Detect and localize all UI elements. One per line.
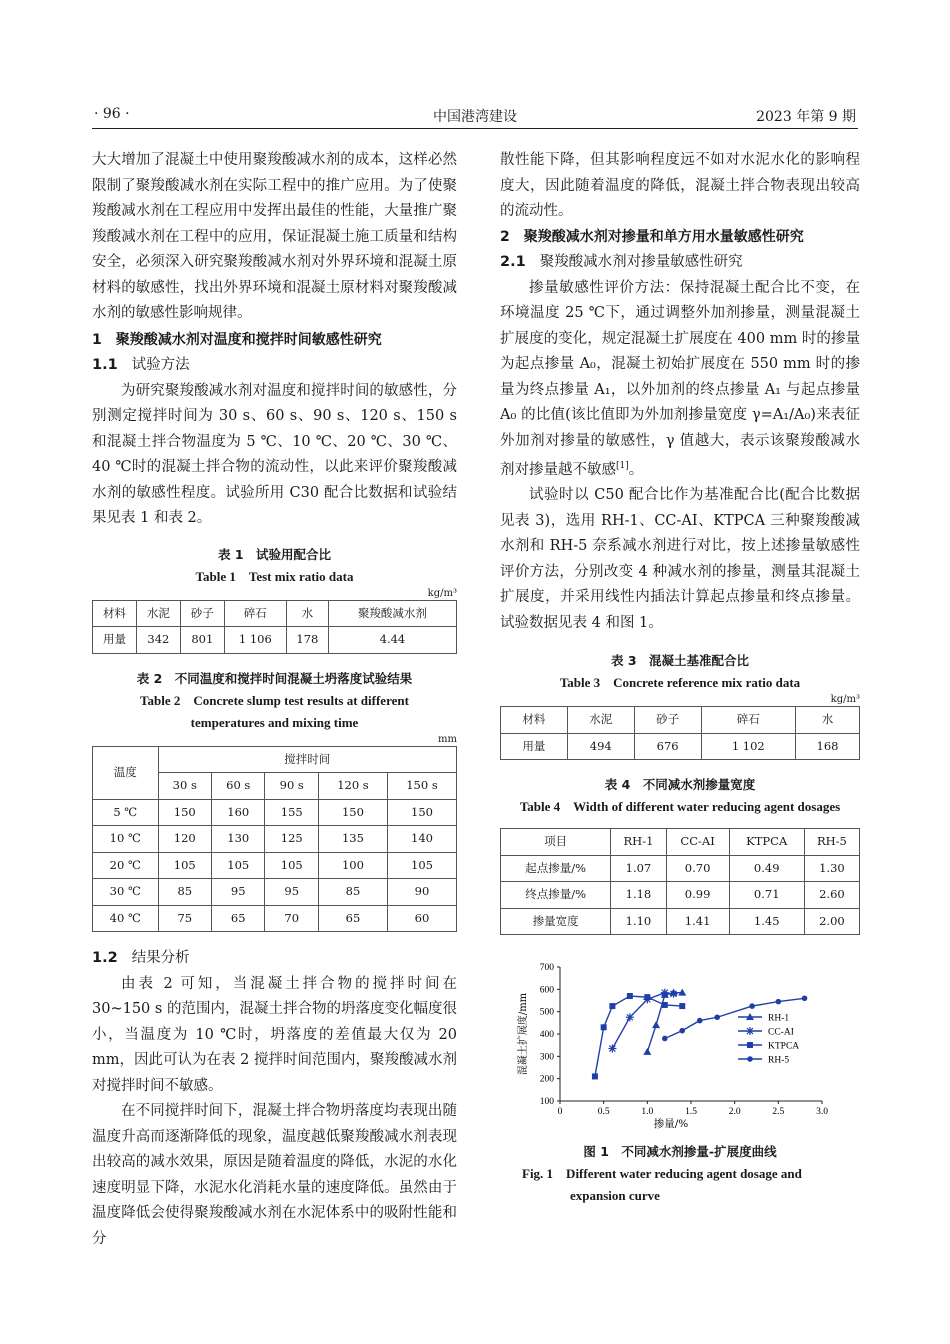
section-title: 结果分析: [131, 950, 190, 966]
table-cell: 1 102: [701, 733, 796, 760]
table-header-row: [501, 829, 860, 856]
table-cell: 120: [158, 826, 211, 853]
data-point: [608, 1045, 616, 1053]
table-cell: 用量: [501, 733, 568, 760]
table-1-block: [92, 544, 457, 654]
table-row: [93, 905, 457, 932]
table-caption-en: Table 4 Width of different water reducing agent dosages: [519, 799, 841, 815]
section-title: 聚羧酸减水剂对掺量敏感性研究: [539, 254, 743, 270]
table-cell: 60 s: [212, 773, 265, 800]
table-2: [92, 746, 457, 933]
table-cell: 掺量宽度: [501, 908, 611, 935]
table-cell: 碎石: [224, 600, 286, 627]
table-cell: 温度: [93, 746, 159, 799]
legend-label: RH-5: [768, 1055, 790, 1066]
table-header-row: [501, 707, 860, 734]
table-cell: 起点掺量/%: [501, 855, 611, 882]
section-heading-1-1: [92, 353, 457, 379]
x-tick-label: 3.0: [816, 1107, 828, 1118]
table-cell: 105: [158, 852, 211, 879]
table-cell: 90: [387, 879, 456, 906]
page-number: · 96 ·: [94, 106, 130, 122]
data-point: [609, 1003, 615, 1009]
section-heading-2: [500, 225, 860, 251]
table-cell: 100: [318, 852, 387, 879]
right-column: [500, 148, 860, 1207]
y-tick-label: 500: [539, 1007, 554, 1018]
table-cell: 30 ℃: [93, 879, 159, 906]
section-number: 1.2: [92, 950, 118, 966]
table-cell: 水泥: [567, 707, 634, 734]
section-heading-1: [92, 328, 457, 354]
data-point: [662, 1036, 668, 1042]
table-cell: 85: [318, 879, 387, 906]
table-cell: 0.99: [666, 882, 729, 909]
x-tick-label: 1.5: [685, 1107, 697, 1118]
table-row: [501, 882, 860, 909]
table-cell: 20 ℃: [93, 852, 159, 879]
table-cell: 终点掺量/%: [501, 882, 611, 909]
figure-1: [500, 949, 860, 1207]
table-cell: 135: [318, 826, 387, 853]
table-cell: 130: [212, 826, 265, 853]
paragraph-text: 。: [628, 461, 644, 478]
y-axis-label: 混凝土扩展度/mm: [518, 993, 529, 1076]
table-cell: 160: [212, 799, 265, 826]
legend-marker: [747, 1057, 753, 1063]
paragraph: 由表 2 可知，当混凝土拌合物的搅拌时间在 30~150 s 的范围内，混凝土拌合物的坍落度变化幅度很小，当温度为 10 ℃时，坍落度的差值最大仅为 20 mm，因此可认为在表 2 搅拌时间范围内，聚羧酸减水剂对搅拌时间不敏感。: [92, 975, 457, 1094]
table-cell: 碎石: [701, 707, 796, 734]
section-title: 试验方法: [131, 357, 190, 373]
legend-item: [738, 1042, 799, 1052]
table-unit: kg/m³: [427, 587, 457, 599]
table-unit: mm: [438, 733, 457, 745]
table-cell: 水: [796, 707, 860, 734]
legend-item: [738, 1027, 794, 1038]
table-cell: 1.07: [611, 855, 666, 882]
table-caption-en: Table 3 Concrete reference mix ratio data: [559, 675, 801, 691]
table-cell: 120 s: [318, 773, 387, 800]
left-column: [92, 148, 457, 1252]
legend-item: [738, 1013, 789, 1024]
table-cell: 1 106: [224, 627, 286, 654]
table-cell: 95: [265, 879, 318, 906]
table-caption-cn: 表 1 试验用配合比: [217, 546, 332, 562]
figure-caption-en: Fig. 1 Different water reducing agent dosage and: [522, 1165, 802, 1181]
table-cell: 60: [387, 905, 456, 932]
table-cell: 1.30: [804, 855, 859, 882]
x-axis-label: 掺量/%: [653, 1118, 689, 1130]
journal-title: 中国港湾建设: [433, 109, 517, 125]
paragraph: 在不同搅拌时间下，混凝土拌合物坍落度均表现出随温度升高而逐渐降低的现象，温度越低聚羧酸减水剂表现出较高的减水效果，原因是随着温度的降低，水泥的水化速度明显下降，水泥水化消耗水量的速度降低。虽然由于温度降低会使得聚羧酸减水剂在水泥体系中的吸附性能和分: [92, 1103, 457, 1247]
table-cell: 105: [265, 852, 318, 879]
y-tick-label: 200: [539, 1074, 554, 1085]
table-cell: 105: [212, 852, 265, 879]
table-cell: 90 s: [265, 773, 318, 800]
table-cell: 150 s: [387, 773, 456, 800]
table-cell: RH-5: [804, 829, 859, 856]
data-point: [627, 993, 633, 999]
table-caption-en: temperatures and mixing time: [190, 714, 359, 730]
table-cell: 材料: [501, 707, 568, 734]
table-cell: 1.45: [729, 908, 804, 935]
data-point: [661, 989, 669, 997]
table-caption-cn: 表 4 不同减水剂掺量宽度: [604, 777, 756, 793]
table-cell: 用量: [93, 627, 137, 654]
y-tick-label: 600: [539, 985, 554, 996]
table-4-block: [500, 774, 860, 935]
table-cell: 150: [387, 799, 456, 826]
table-row: [93, 879, 457, 906]
table-cell: 项目: [501, 829, 611, 856]
data-point: [697, 1018, 703, 1024]
table-cell: CC-AI: [666, 829, 729, 856]
table-cell: KTPCA: [729, 829, 804, 856]
table-unit: kg/m³: [830, 694, 860, 706]
table-cell: 70: [265, 905, 318, 932]
section-number: 2.1: [500, 254, 526, 270]
table-2-block: [92, 668, 457, 933]
table-caption-cn: 表 3 混凝土基准配合比: [610, 653, 750, 669]
section-number: 2: [500, 228, 510, 245]
legend-label: KTPCA: [768, 1041, 800, 1052]
table-cell: 2.00: [804, 908, 859, 935]
table-cell: 342: [136, 627, 180, 654]
paragraph: 为研究聚羧酸减水剂对温度和搅拌时间的敏感性，分别测定搅拌时间为 30 s、60 s、90 s、120 s、150 s 和混凝土拌合物温度为 5 ℃、10 ℃、20 ℃、30 ℃、40 ℃时的混凝土拌合物的流动性，以此来评价聚羧酸减水剂的敏感性程度。试验所用 C30 配合比数据和试验结果见表 1 和表 2。: [92, 382, 457, 526]
table-cell: RH-1: [611, 829, 666, 856]
table-cell: 494: [567, 733, 634, 760]
table-cell: 0.70: [666, 855, 729, 882]
table-cell: 水泥: [136, 600, 180, 627]
data-point: [679, 1028, 685, 1034]
paragraph: 大大增加了混凝土中使用聚羧酸减水剂的成本，这样必然限制了聚羧酸减水剂在实际工程中的推广应用。为了使聚羧酸减水剂在工程应用中发挥出最佳的性能，大量推广聚羧酸减水剂在工程中的应用，保证混凝土施工质量和结构安全，必须深入研究聚羧酸减水剂对外界环境和混凝土原材料的敏感性，找出外界环境和混凝土原材料对聚羧酸减水剂的敏感性影响规律。: [92, 152, 457, 321]
data-point: [662, 1002, 668, 1008]
table-cell: 178: [286, 627, 328, 654]
table-cell: 40 ℃: [93, 905, 159, 932]
table-row: [93, 627, 457, 654]
table-row: [501, 855, 860, 882]
table-cell: 105: [387, 852, 456, 879]
table-cell: 搅拌时间: [158, 746, 456, 773]
section-title: 聚羧酸减水剂对掺量和单方用水量敏感性研究: [523, 228, 804, 245]
table-3-block: [500, 650, 860, 760]
y-tick-label: 400: [539, 1030, 554, 1041]
data-point: [802, 996, 808, 1002]
table-cell: 676: [634, 733, 701, 760]
dosage-expansion-chart: [500, 949, 860, 1129]
data-point: [626, 1014, 634, 1022]
series-line: [647, 993, 682, 1052]
table-cell: 150: [158, 799, 211, 826]
section-number: 1.1: [92, 357, 118, 373]
table-cell: 0.49: [729, 855, 804, 882]
citation: [1]: [616, 461, 629, 471]
section-heading-1-2: [92, 946, 457, 972]
table-caption-en: Table 1 Test mix ratio data: [195, 568, 354, 584]
table-cell: 2.60: [804, 882, 859, 909]
table-cell: 4.44: [328, 627, 456, 654]
table-caption-en: Table 2 Concrete slump test results at different: [140, 692, 409, 708]
table-cell: 65: [318, 905, 387, 932]
table-header-row: [93, 600, 457, 627]
issue-label: 2023 年第 9 期: [756, 109, 856, 125]
legend-label: CC-AI: [768, 1027, 794, 1038]
y-tick-label: 100: [539, 1097, 554, 1108]
x-tick-label: 1.0: [641, 1107, 654, 1118]
data-point: [670, 990, 678, 998]
table-4: [500, 828, 860, 935]
table-cell: 1.18: [611, 882, 666, 909]
paragraph-text: 掺量敏感性评价方法：保持混凝土配合比不变，在环境温度 25 ℃下，通过调整外加剂掺量，测量混凝土扩展度的变化，规定混凝土扩展度在 400 mm 时的掺量为起点掺量 A₀，混凝土初始扩展度在 550 mm 时的掺量为终点掺量 A₁，以外加剂的终点掺量 A₁ 与起点掺量 A₀ 的比值(该比值即为外加剂掺量宽度 γ=A₁/A₀)来表征外加剂对掺量的敏感性，γ 值越大，表示该聚羧酸减水剂对掺量越不敏感: [500, 279, 860, 478]
data-point: [643, 1048, 651, 1055]
paragraph: 散性能下降，但其影响程度远不如对水泥水化的影响程度大，因此随着温度的降低，混凝土拌合物表现出较高的流动性。: [500, 152, 860, 219]
table-cell: 85: [158, 879, 211, 906]
table-cell: 75: [158, 905, 211, 932]
data-point: [714, 1015, 720, 1021]
table-row: [501, 733, 860, 760]
paragraph: [500, 276, 860, 484]
table-cell: 95: [212, 879, 265, 906]
table-cell: 140: [387, 826, 456, 853]
table-cell: 砂子: [180, 600, 224, 627]
paragraph: 试验时以 C50 配合比作为基准配合比(配合比数据见表 3)，选用 RH-1、CC-AI、KTPCA 三种聚羧酸减水剂和 RH-5 奈系减水剂进行对比，按上述掺量敏感性评价方法，分别改变 4 种减水剂的掺量，测量其混凝土扩展度，并采用线性内插法计算起点掺量和终点掺量。试验数据见表 4 和图 1。: [500, 487, 860, 631]
data-point: [776, 999, 782, 1005]
data-point: [601, 1025, 607, 1031]
table-cell: 10 ℃: [93, 826, 159, 853]
figure-caption-en: expansion curve: [570, 1187, 660, 1203]
table-row: [93, 826, 457, 853]
table-cell: 0.71: [729, 882, 804, 909]
legend-marker: [746, 1027, 754, 1035]
y-tick-label: 700: [539, 963, 554, 974]
page-header: [92, 106, 858, 129]
table-cell: 801: [180, 627, 224, 654]
x-tick-label: 0: [557, 1107, 563, 1118]
table-cell: 5 ℃: [93, 799, 159, 826]
data-point: [592, 1074, 598, 1080]
legend-marker: [747, 1042, 753, 1048]
table-row: [93, 799, 457, 826]
x-tick-label: 2.0: [728, 1107, 741, 1118]
legend-label: RH-1: [768, 1013, 790, 1024]
table-cell: 1.41: [666, 908, 729, 935]
x-tick-label: 2.5: [772, 1107, 785, 1118]
table-cell: 30 s: [158, 773, 211, 800]
y-tick-label: 300: [539, 1052, 554, 1063]
x-tick-label: 0.5: [597, 1107, 610, 1118]
table-cell: 砂子: [634, 707, 701, 734]
table-cell: 聚羧酸减水剂: [328, 600, 456, 627]
table-header-row: [93, 746, 457, 773]
table-3: [500, 706, 860, 760]
data-point: [749, 1004, 755, 1010]
figure-caption-cn: 图 1 不同减水剂掺量-扩展度曲线: [583, 1143, 777, 1159]
series-cc-ai: [608, 989, 677, 1053]
section-title: 聚羧酸减水剂对温度和搅拌时间敏感性研究: [115, 331, 382, 348]
table-cell: 材料: [93, 600, 137, 627]
data-point: [679, 1003, 685, 1009]
table-cell: 65: [212, 905, 265, 932]
table-cell: 125: [265, 826, 318, 853]
table-1: [92, 600, 457, 654]
table-cell: 1.10: [611, 908, 666, 935]
table-cell: 155: [265, 799, 318, 826]
data-point: [644, 994, 650, 1000]
section-heading-2-1: [500, 250, 860, 276]
table-cell: 168: [796, 733, 860, 760]
legend-item: [738, 1056, 789, 1066]
table-cell: 水: [286, 600, 328, 627]
table-row: [93, 852, 457, 879]
table-cell: 150: [318, 799, 387, 826]
data-point: [652, 1021, 660, 1028]
table-row: [501, 908, 860, 935]
section-number: 1: [92, 331, 102, 348]
table-caption-cn: 表 2 不同温度和搅拌时间混凝土坍落度试验结果: [136, 670, 413, 686]
